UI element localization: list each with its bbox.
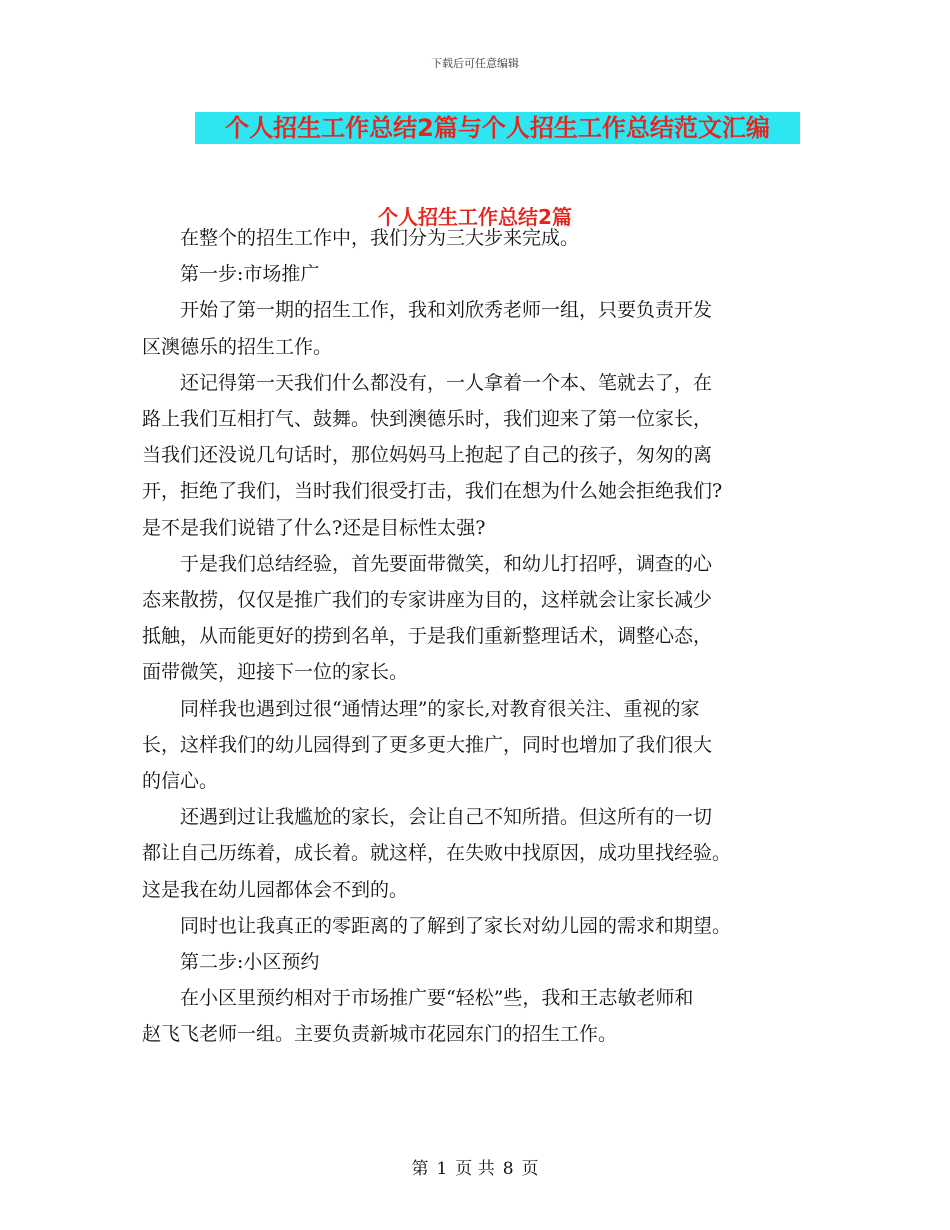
- paragraph: [142, 365, 808, 546]
- paragraph: [142, 256, 808, 292]
- section-title: 个人招生工作总结2篇: [378, 205, 572, 229]
- paragraph-line: 这是我在幼儿园都体会不到的。: [142, 878, 409, 901]
- paragraph: [142, 908, 808, 944]
- paragraph: [142, 292, 808, 364]
- paragraph-line: 当我们还没说几句话时，那位妈妈马上抱起了自己的孩子，匆匆的离: [142, 444, 713, 467]
- paragraph: [142, 944, 808, 980]
- paragraph-line: 区澳德乐的招生工作。: [142, 335, 333, 358]
- paragraph: [142, 546, 808, 691]
- paragraph-line: 面带微笑，迎接下一位的家长。: [142, 661, 409, 684]
- paragraph-line: 赵飞飞老师一组。主要负责新城市花园东门的招生工作。: [142, 1023, 618, 1046]
- footer-page-number: 1: [436, 1159, 448, 1179]
- footer-prefix: 第: [411, 1159, 429, 1179]
- footer-mid: 页 共: [455, 1159, 495, 1179]
- paragraph-line: 的信心。: [142, 770, 219, 793]
- paragraph-line: 第一步:市场推广: [180, 263, 320, 286]
- paragraph: [142, 980, 808, 1052]
- paragraph-line: 路上我们互相打气、鼓舞。快到澳德乐时，我们迎来了第一位家长，: [142, 408, 713, 431]
- paragraph-line: 长，这样我们的幼儿园得到了更多更大推广，同时也增加了我们很大: [142, 733, 713, 756]
- paragraph-line: 同样我也遇到过很“通情达理”的家长,对教育很关注、重视的家: [180, 697, 700, 720]
- paragraph-line: 在小区里预约相对于市场推广要“轻松”些，我和王志敏老师和: [180, 987, 694, 1010]
- paragraph-line: 第二步:小区预约: [180, 951, 320, 974]
- paragraph-line: 还记得第一天我们什么都没有，一人拿着一个本、笔就去了，在: [180, 371, 713, 394]
- paragraph: [142, 799, 808, 908]
- header-note: 下载后可任意编辑: [431, 57, 519, 70]
- footer-suffix: 页: [521, 1159, 539, 1179]
- paragraph-line: 抵触，从而能更好的捞到名单，于是我们重新整理话术，调整心态，: [142, 625, 713, 648]
- paragraph-line: 开，拒绝了我们，当时我们很受打击，我们在想为什么她会拒绝我们?: [142, 480, 723, 503]
- paragraph: [142, 691, 808, 800]
- paragraph-line: 是不是我们说错了什么?还是目标性太强?: [142, 516, 486, 539]
- paragraph-line: 还遇到过让我尴尬的家长，会让自己不知所措。但这所有的一切: [180, 806, 713, 829]
- page-footer: [0, 1154, 950, 1179]
- body-text: [142, 220, 808, 1053]
- paragraph: [142, 220, 808, 256]
- paragraph-line: 都让自己历练着，成长着。就这样，在失败中找原因，成功里找经验。: [142, 842, 732, 865]
- footer-total-pages: 8: [502, 1159, 514, 1179]
- paragraph-line: 开始了第一期的招生工作，我和刘欣秀老师一组，只要负责开发: [180, 299, 713, 322]
- document-title: 个人招生工作总结2篇与个人招生工作总结范文汇编: [195, 112, 800, 144]
- paragraph-line: 在整个的招生工作中，我们分为三大步来完成。: [180, 227, 580, 249]
- paragraph-line: 态来散捞，仅仅是推广我们的专家讲座为目的，这样就会让家长减少: [142, 589, 713, 612]
- paragraph-line: 同时也让我真正的零距离的了解到了家长对幼儿园的需求和期望。: [180, 914, 732, 937]
- paragraph-line: 于是我们总结经验，首先要面带微笑，和幼儿打招呼，调查的心: [180, 552, 713, 575]
